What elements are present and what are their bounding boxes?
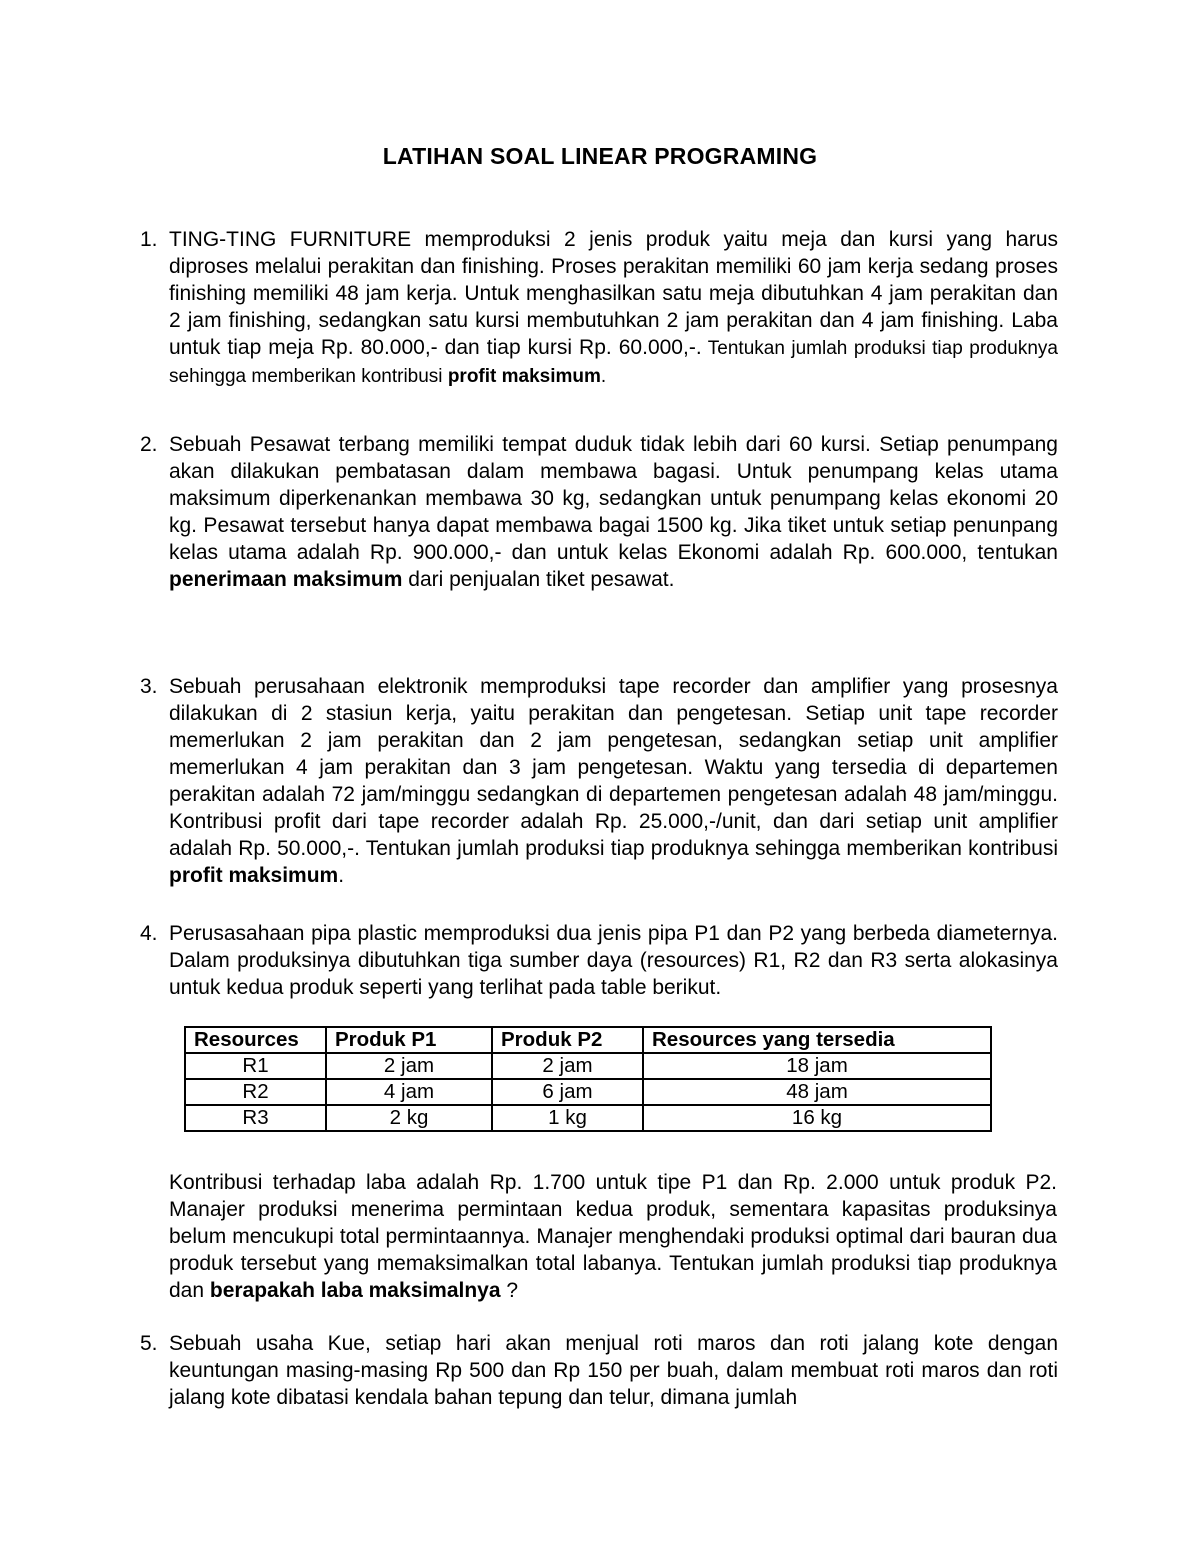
question-number: 1. bbox=[140, 228, 158, 251]
question-body: Sebuah Pesawat terbang memiliki tempat duduk tidak lebih dari 60 kursi. Setiap penumpang akan dilakukan pembatasan dalam membawa bagasi. Untuk penumpang kelas utama maksimum diperkenankan membawa 30 kg, sedangkan untuk penumpang kelas ekonomi 20 kg. Pesawat tersebut hanya dapat membawa bagai 1500 kg. Jika tiket untuk setiap penunpang kelas utama adalah Rp. 900.000,- dan untuk kelas Ekonomi adalah Rp. 600.000, tentukan bbox=[169, 433, 1058, 564]
question-1 bbox=[140, 226, 1058, 390]
question-2 bbox=[140, 431, 1058, 593]
table-header-row bbox=[185, 1027, 991, 1053]
question-text bbox=[169, 226, 1058, 390]
table-cell: 48 jam bbox=[643, 1079, 991, 1105]
emphasis-text: penerimaan maksimum bbox=[169, 568, 403, 591]
question-number: 2. bbox=[140, 433, 158, 456]
question-text bbox=[169, 431, 1058, 593]
table-cell: R1 bbox=[185, 1053, 326, 1079]
table-row bbox=[185, 1079, 991, 1105]
table-cell: R3 bbox=[185, 1105, 326, 1131]
question-3 bbox=[140, 673, 1058, 889]
question-text: Sebuah usaha Kue, setiap hari akan menjual roti maros dan roti jalang kote dengan keuntungan masing-masing Rp 500 dan Rp 150 per buah, dalam membuat roti maros dan roti jalang kote dibatasi kendala bahan tepung dan telur, dimana jumlah bbox=[169, 1332, 1058, 1409]
table-header-cell: Produk P2 bbox=[492, 1027, 643, 1053]
table-cell: 18 jam bbox=[643, 1053, 991, 1079]
table-header-cell: Resources bbox=[185, 1027, 326, 1053]
table-cell: 2 jam bbox=[326, 1053, 492, 1079]
table-cell: 4 jam bbox=[326, 1079, 492, 1105]
question-number: 5. bbox=[140, 1332, 158, 1355]
table-header-cell: Produk P1 bbox=[326, 1027, 492, 1053]
question-4 bbox=[140, 920, 1058, 1001]
question-end: . bbox=[338, 864, 345, 887]
question-text: Perusasahaan pipa plastic memproduksi dua jenis pipa P1 dan P2 yang berbeda diameternya. Dalam produksinya dibutuhkan tiga sumber daya (resources) R1, R2 dan R3 serta alokasinya untuk kedua produk seperti yang terlihat pada table berikut. bbox=[169, 922, 1058, 999]
followup-end: ? bbox=[500, 1279, 519, 1302]
page-title: LATIHAN SOAL LINEAR PROGRAMING bbox=[382, 143, 818, 169]
emphasis-text: berapakah laba maksimalnya bbox=[209, 1279, 501, 1302]
table-row bbox=[185, 1053, 991, 1079]
question-number: 3. bbox=[140, 675, 158, 698]
table-row bbox=[185, 1105, 991, 1131]
question-5 bbox=[140, 1330, 1058, 1411]
table-cell: 2 kg bbox=[326, 1105, 492, 1131]
question-end: dari penjualan tiket pesawat. bbox=[402, 568, 675, 591]
followup-body: Kontribusi terhadap laba adalah Rp. 1.700 untuk tipe P1 dan Rp. 2.000 untuk produk P2. Manajer produksi menerima permintaan kedua produk, sementara kapasitas produksinya belum mencukupi total permintaannya. Manajer menghendaki produksi optimal dari bauran dua produk tersebut yang memaksimalkan total labanya. Tentukan jumlah produksi tiap produknya dan bbox=[169, 1171, 1057, 1302]
emphasis-text: profit maksimum bbox=[169, 864, 339, 887]
table-cell: R2 bbox=[185, 1079, 326, 1105]
table-header-cell: Resources yang tersedia bbox=[643, 1027, 991, 1053]
question-body: Sebuah perusahaan elektronik memproduksi tape recorder dan amplifier yang prosesnya dilakukan di 2 stasiun kerja, yaitu perakitan dan pengetesan. Setiap unit tape recorder memerlukan 2 jam perakitan dan 2 jam pengetesan, sedangkan setiap unit amplifier memerlukan 4 jam perakitan dan 3 jam pengetesan. Waktu yang tersedia di departemen perakitan adalah 72 jam/minggu sedangkan di departemen pengetesan adalah 48 jam/minggu. Kontribusi profit dari tape recorder adalah Rp. 25.000,-/unit, dan dari setiap unit amplifier adalah Rp. 50.000,-. Tentukan jumlah produksi tiap produknya sehingga memberikan kontribusi bbox=[169, 675, 1058, 860]
table-cell: 16 kg bbox=[643, 1105, 991, 1131]
question-text bbox=[169, 673, 1058, 889]
question-4-followup bbox=[169, 1169, 1057, 1304]
table-cell: 1 kg bbox=[492, 1105, 643, 1131]
table-cell: 2 jam bbox=[492, 1053, 643, 1079]
emphasis-text: profit maksimum bbox=[447, 366, 601, 387]
question-body-small: Tentukan jumlah produksi tiap produknya sehingga memberikan kontribusi bbox=[169, 338, 1058, 387]
resources-table bbox=[184, 1026, 992, 1132]
question-body: TING-TING FURNITURE memproduksi 2 jenis produk yaitu meja dan kursi yang harus diproses melalui perakitan dan finishing. Proses perakitan memiliki 60 jam kerja sedang proses finishing memiliki 48 jam kerja. Untuk menghasilkan satu meja dibutuhkan 4 jam perakitan dan 2 jam finishing, sedangkan satu kursi membutuhkan 2 jam perakitan dan 4 jam finishing. Laba untuk tiap meja Rp. 80.000,- dan tiap kursi Rp. 60.000,-. bbox=[169, 228, 1058, 359]
table-cell: 6 jam bbox=[492, 1079, 643, 1105]
question-end: . bbox=[600, 366, 607, 387]
question-number: 4. bbox=[140, 922, 158, 945]
